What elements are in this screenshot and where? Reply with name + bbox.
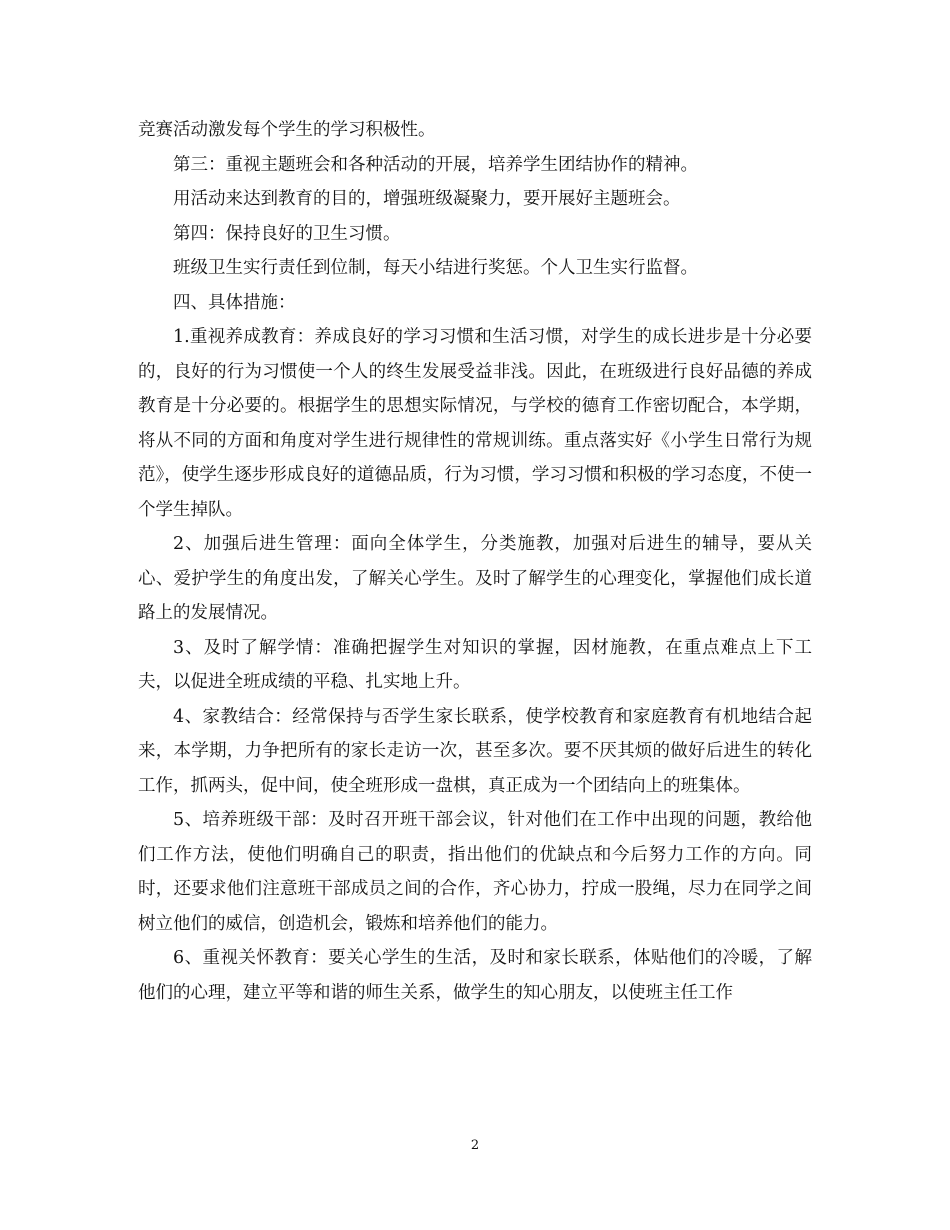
paragraph-1: 第三：重视主题班会和各种活动的开展，培养学生团结协作的精神。: [173, 154, 698, 175]
paragraph-8: 3、及时了解学情：准确把握学生对知识的掌握，因材施教，在重点难点上下工夫，以促进全班成绩的平稳、扎实地上升。: [138, 637, 812, 692]
paragraph-10: 5、培养班级干部：及时召开班干部会议，针对他们在工作中出现的问题，教给他们工作方法，使他们明确自己的职责，指出他们的优缺点和今后努力工作的方向。同时，还要求他们注意班干部成员之间的合作，齐心协力，拧成一股绳，尽力在同学之间树立他们的威信，创造机会，锻炼和培养他们的能力。: [138, 810, 812, 934]
paragraph-5: 四、具体措施：: [173, 292, 296, 313]
document-body: [138, 113, 812, 1010]
paragraph-11: 6、重视关怀教育：要关心学生的生活，及时和家长联系，体贴他们的冷暖，了解他们的心理，建立平等和谐的师生关系，做学生的知心朋友，以使班主任工作: [138, 948, 812, 1003]
paragraph-9: 4、家教结合：经常保持与否学生家长联系，使学校教育和家庭教育有机地结合起来，本学期，力争把所有的家长走访一次，甚至多次。要不厌其烦的做好后进生的转化工作，抓两头，促中间，使全班形成一盘棋，真正成为一个团结向上的班集体。: [138, 706, 812, 796]
paragraph-4: 班级卫生实行责任到位制，每天小结进行奖惩。个人卫生实行监督。: [173, 258, 698, 278]
paragraph-3: 第四：保持良好的卫生习惯。: [173, 223, 401, 244]
paragraph-2: 用活动来达到教育的目的，增强班级凝聚力，要开展好主题班会。: [173, 189, 681, 209]
paragraph-6: 1.重视养成教育：养成良好的学习习惯和生活习惯，对学生的成长进步是十分必要的，良好的行为习惯使一个人的终生发展受益非浅。因此，在班级进行良好品德的养成教育是十分必要的。根据学生的思想实际情况，与学校的德育工作密切配合，本学期，将从不同的方面和角度对学生进行规律性的常规训练。重点落实好《小学生日常行为规范》，使学生逐步形成良好的道德品质，行为习惯，学习习惯和积极的学习态度，不使一个学生掉队。: [138, 327, 812, 520]
paragraph-0: 竞赛活动激发每个学生的学习积极性。: [138, 120, 436, 140]
paragraph-7: 2、加强后进生管理：面向全体学生，分类施教，加强对后进生的辅导，要从关心、爱护学生的角度出发，了解关心学生。及时了解学生的心理变化，掌握他们成长道路上的发展情况。: [138, 534, 812, 623]
page-number: 2: [470, 1138, 480, 1153]
